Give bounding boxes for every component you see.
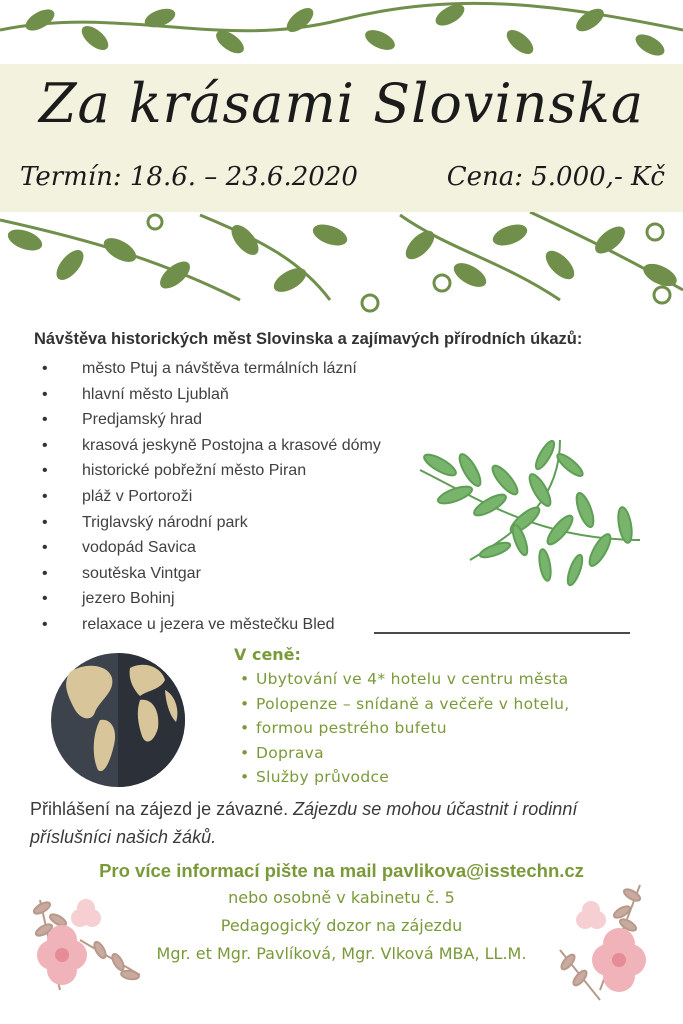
page-title: Za krásami Slovinska <box>38 72 645 135</box>
teachers-line: Mgr. et Mgr. Pavlíková, Mgr. Vlková MBA, LL.M. <box>156 944 527 963</box>
list-item: • vodopád Savica <box>38 535 381 561</box>
list-item: • Predjamský hrad <box>38 407 381 433</box>
list-item: • Služby průvodce <box>240 765 570 790</box>
registration-note <box>30 795 660 851</box>
list-item: • Triglavský národní park <box>38 510 381 536</box>
trip-price: Cena: 5.000,- Kč <box>446 162 665 192</box>
list-item: • hlavní město Ljublaň <box>38 382 381 408</box>
list-item: • pláž v Portoroži <box>38 484 381 510</box>
list-item: • historické pobřežní město Piran <box>38 458 381 484</box>
list-item: • formou pestrého bufetu <box>240 716 570 741</box>
family-text: Zájezdu se mohou účastnit i rodinní příslušníci našich žáků. <box>30 799 578 847</box>
divider-line <box>374 632 630 634</box>
included-title: V ceně: <box>234 645 301 664</box>
list-item: • město Ptuj a návštěva termálních lázní <box>38 356 381 382</box>
contact-mail-line: Pro více informací pište na mail pavlikova@isstechn.cz <box>99 860 584 881</box>
itinerary-list <box>38 356 381 638</box>
list-item: • krasová jeskyně Postojna a krasové dómy <box>38 433 381 459</box>
list-item: • Doprava <box>240 741 570 766</box>
list-item: • Polopenze – snídaně a večeře v hotelu, <box>240 692 570 717</box>
list-item: • relaxace u jezera ve městečku Bled <box>38 612 381 638</box>
included-list <box>240 667 570 790</box>
binding-text: Přihlášení na zájezd je závazné. <box>30 799 289 819</box>
itinerary-intro: Návštěva historických měst Slovinska a zajímavých přírodních úkazů: <box>34 330 583 348</box>
supervision-line: Pedagogický dozor na zájezdu <box>220 916 463 935</box>
office-line: nebo osobně v kabinetu č. 5 <box>228 888 455 907</box>
list-item: • jezero Bohinj <box>38 586 381 612</box>
trip-dates: Termín: 18.6. – 23.6.2020 <box>20 162 358 192</box>
list-item: • Ubytování ve 4* hotelu v centru města <box>240 667 570 692</box>
list-item: • soutěska Vintgar <box>38 561 381 587</box>
